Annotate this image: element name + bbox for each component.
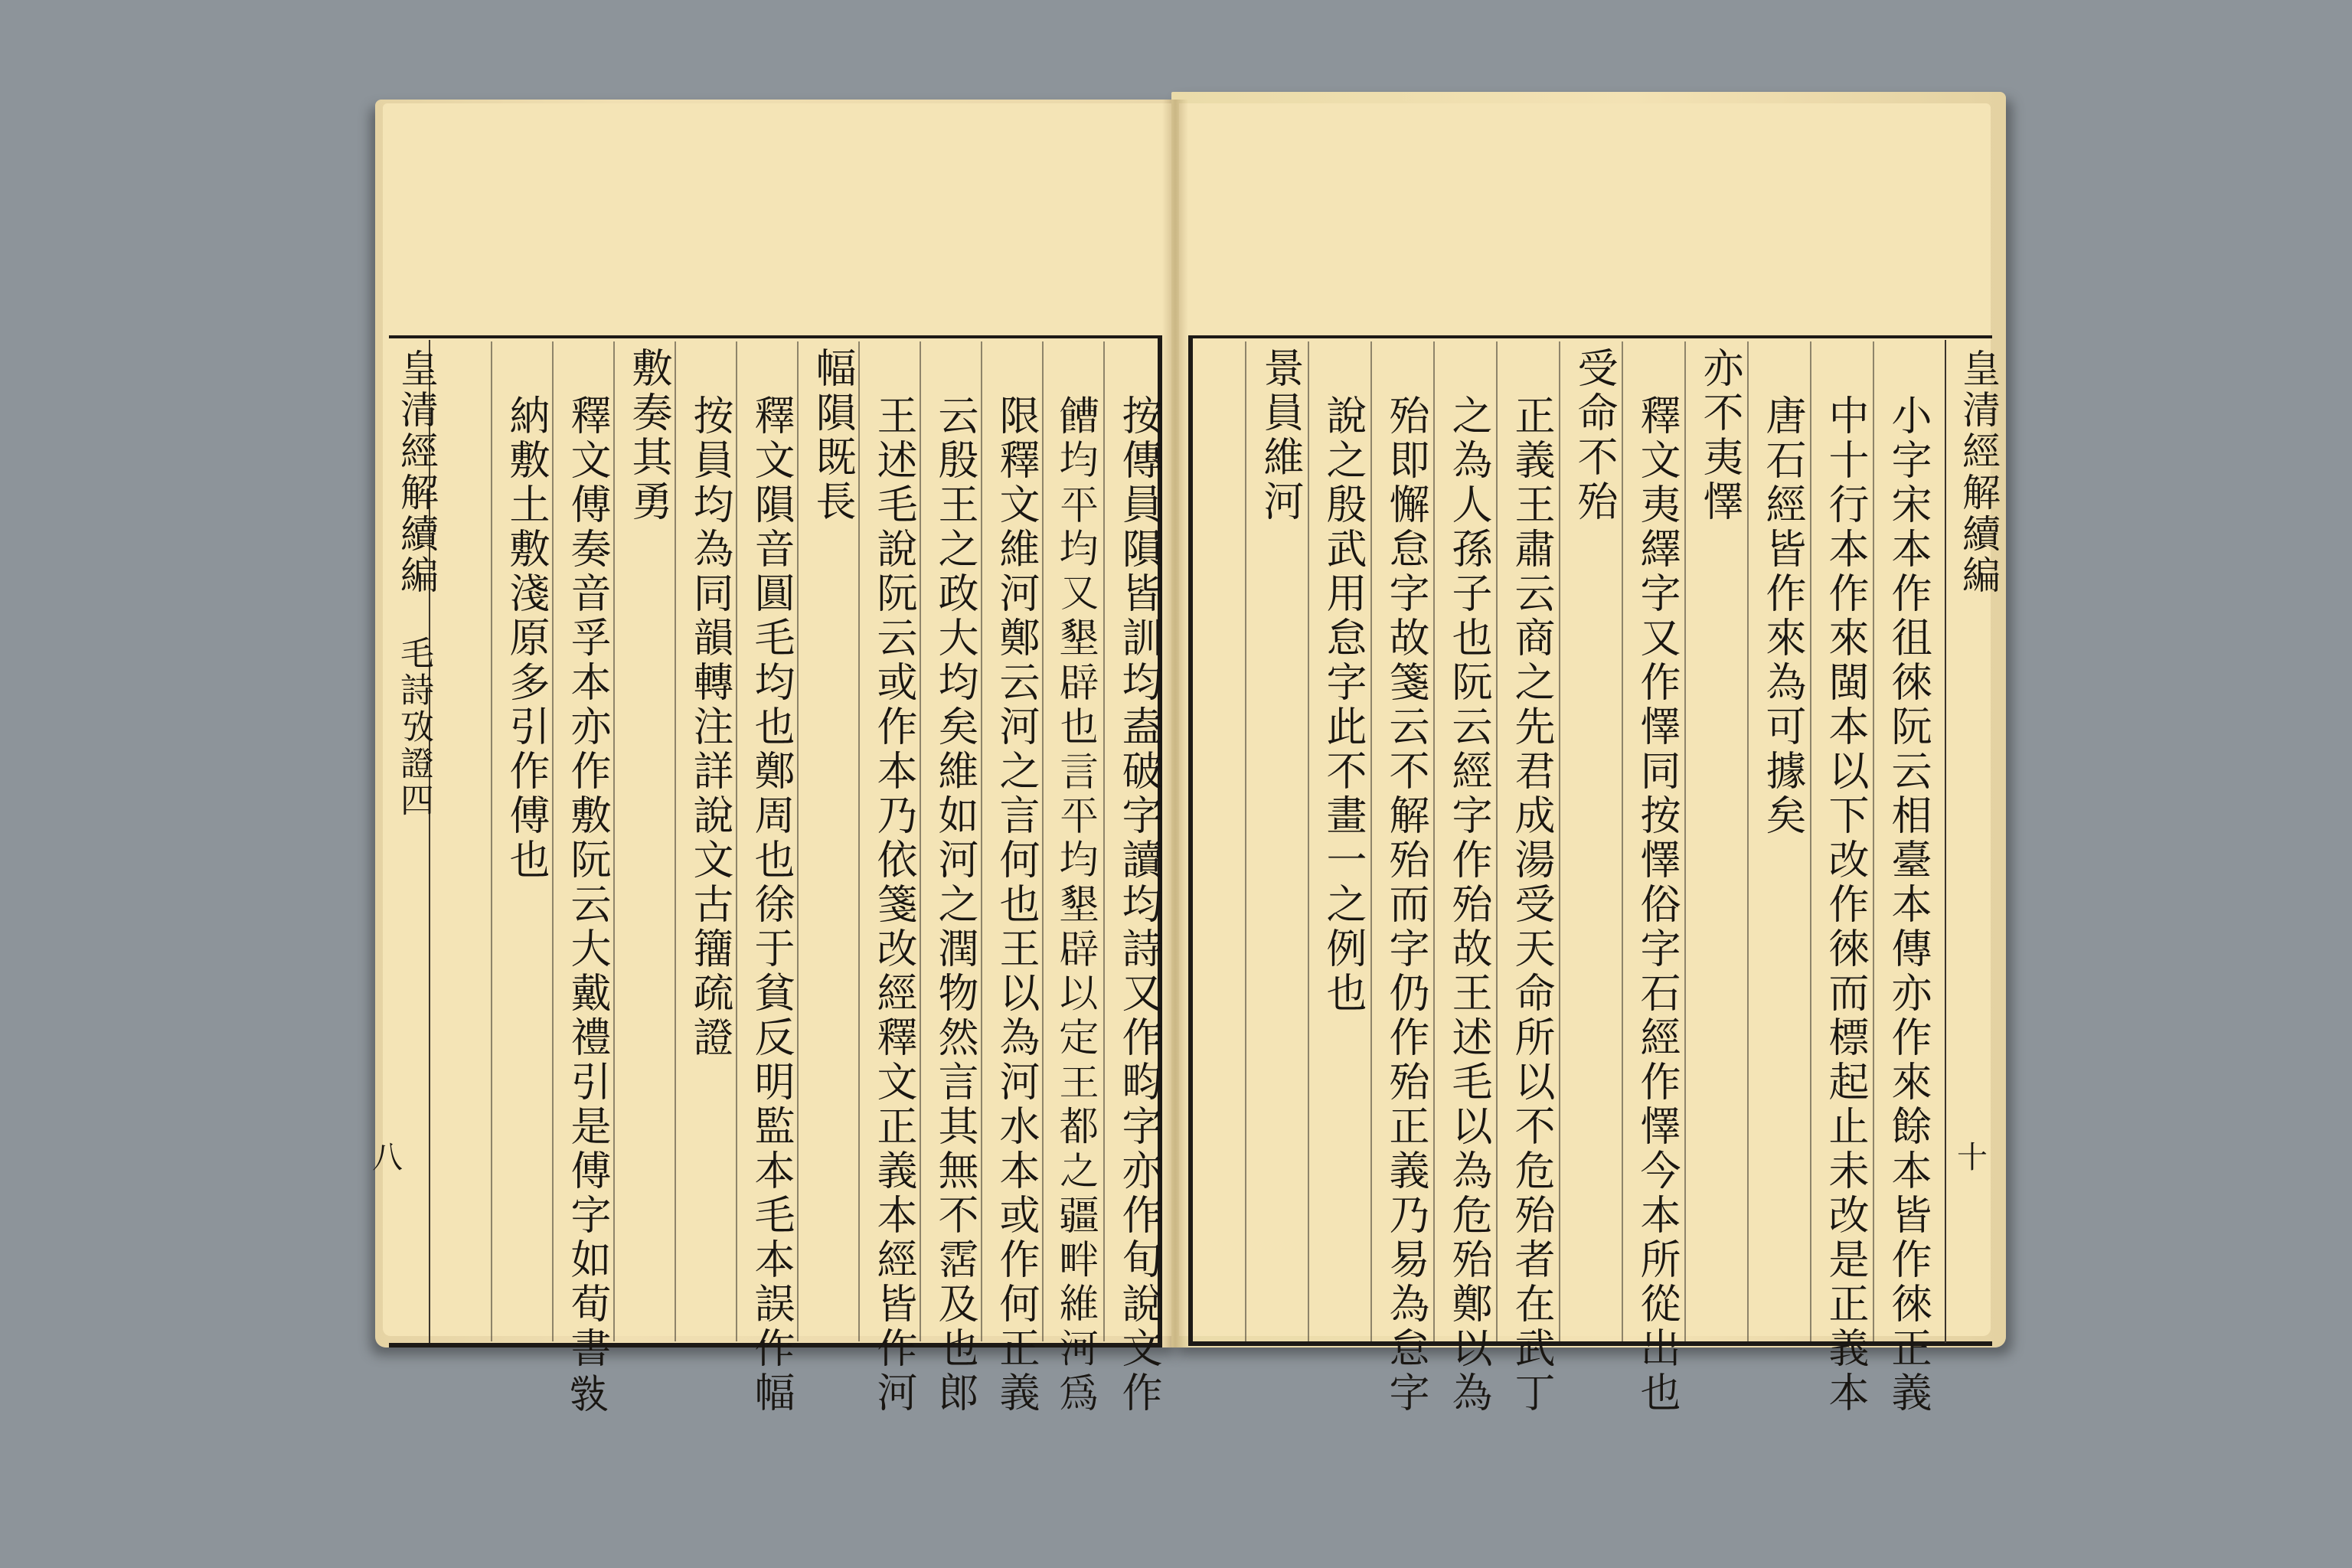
- text-column: 幅隕既長: [809, 347, 856, 524]
- text-column: 中十行本作來閩本以下改作徠而標起止未改是正義本: [1822, 394, 1869, 1416]
- column-rule: [1042, 341, 1044, 1341]
- text-column: 小字宋本作徂徠阮云相臺本傳亦作來餘本皆作徠正義: [1885, 394, 1932, 1416]
- text-column: 王述毛說阮云或作本乃依箋改經釋文正義本經皆作河: [871, 394, 917, 1416]
- right-margin-title: 皇清經解續編: [1956, 348, 2001, 596]
- column-rule: [1810, 341, 1811, 1341]
- left-margin-subtitle: 毛詩攷證四: [394, 635, 433, 819]
- text-column: 正義王肅云商之先君成湯受天命所以不危殆者在武丁: [1508, 394, 1555, 1416]
- text-column: 限釋文維河鄭云河之言何也王以為河水本或作何正義: [993, 394, 1040, 1416]
- text-column: 受命不殆: [1571, 347, 1618, 524]
- text-column: 敷奏其勇: [626, 347, 672, 524]
- left-folio: 八: [372, 1140, 403, 1175]
- column-rule: [981, 341, 982, 1341]
- text-column: 亦不夷懌: [1697, 347, 1743, 524]
- text-column: 之為人孫子也阮云經字作殆故王述毛以為危殆鄭以為: [1446, 394, 1492, 1416]
- text-column: 釋文隕音圓毛均也鄭周也徐于貧反明監本毛本誤作幅: [748, 394, 795, 1416]
- text-column: 按員均為同韻轉注詳說文古籒疏證: [687, 394, 733, 1060]
- column-rule: [1496, 341, 1498, 1341]
- text-column: 釋文夷繹字又作懌同按懌俗字石經作懌今本所從出也: [1634, 394, 1681, 1416]
- text-column: 𩞄均平均又墾辟也言平均墾辟以定王都之疆畔維河為: [1054, 394, 1101, 1416]
- column-rule: [1559, 341, 1560, 1341]
- column-rule: [1308, 341, 1309, 1341]
- column-rule: [736, 341, 737, 1341]
- column-rule: [1370, 341, 1372, 1341]
- text-column: 說之殷武用怠字此不畫一之例也: [1320, 394, 1367, 1016]
- right-margin-rule: [1945, 340, 1946, 1343]
- column-rule: [1103, 341, 1105, 1341]
- text-column: 釋文傅奏音孚本亦作敷阮云大戴禮引是傅字如荀書𢽾: [564, 394, 611, 1416]
- column-rule: [1622, 341, 1623, 1341]
- left-margin-title: 皇清經解續編: [394, 348, 439, 596]
- right-folio: 十: [1957, 1140, 1988, 1175]
- text-column: 殆即懈怠字故箋云不解殆而字仍作殆正義乃易為怠字: [1383, 394, 1429, 1416]
- column-rule: [1245, 341, 1246, 1341]
- column-rule: [491, 341, 492, 1341]
- column-rule: [552, 341, 554, 1341]
- column-rule: [920, 341, 921, 1341]
- column-rule: [613, 341, 615, 1341]
- text-column: 唐石經皆作來為可據矣: [1759, 394, 1806, 838]
- text-column: 按傳員隕皆訓均盍破字讀均詩又作畇字亦作旬說文作: [1116, 394, 1162, 1416]
- column-rule: [1747, 341, 1749, 1341]
- column-rule: [797, 341, 799, 1341]
- column-rule: [858, 341, 860, 1341]
- text-column: 云殷王之政大均矣維如河之潤物然言其無不霑及也郎: [932, 394, 978, 1416]
- column-rule: [1873, 341, 1874, 1341]
- text-column: 納敷土敷淺原多引作傅也: [503, 394, 550, 883]
- book-gutter: [1162, 100, 1188, 1348]
- column-rule: [1684, 341, 1686, 1341]
- column-rule: [1433, 341, 1435, 1341]
- text-column: 景員維河: [1257, 347, 1304, 524]
- column-rule: [675, 341, 676, 1341]
